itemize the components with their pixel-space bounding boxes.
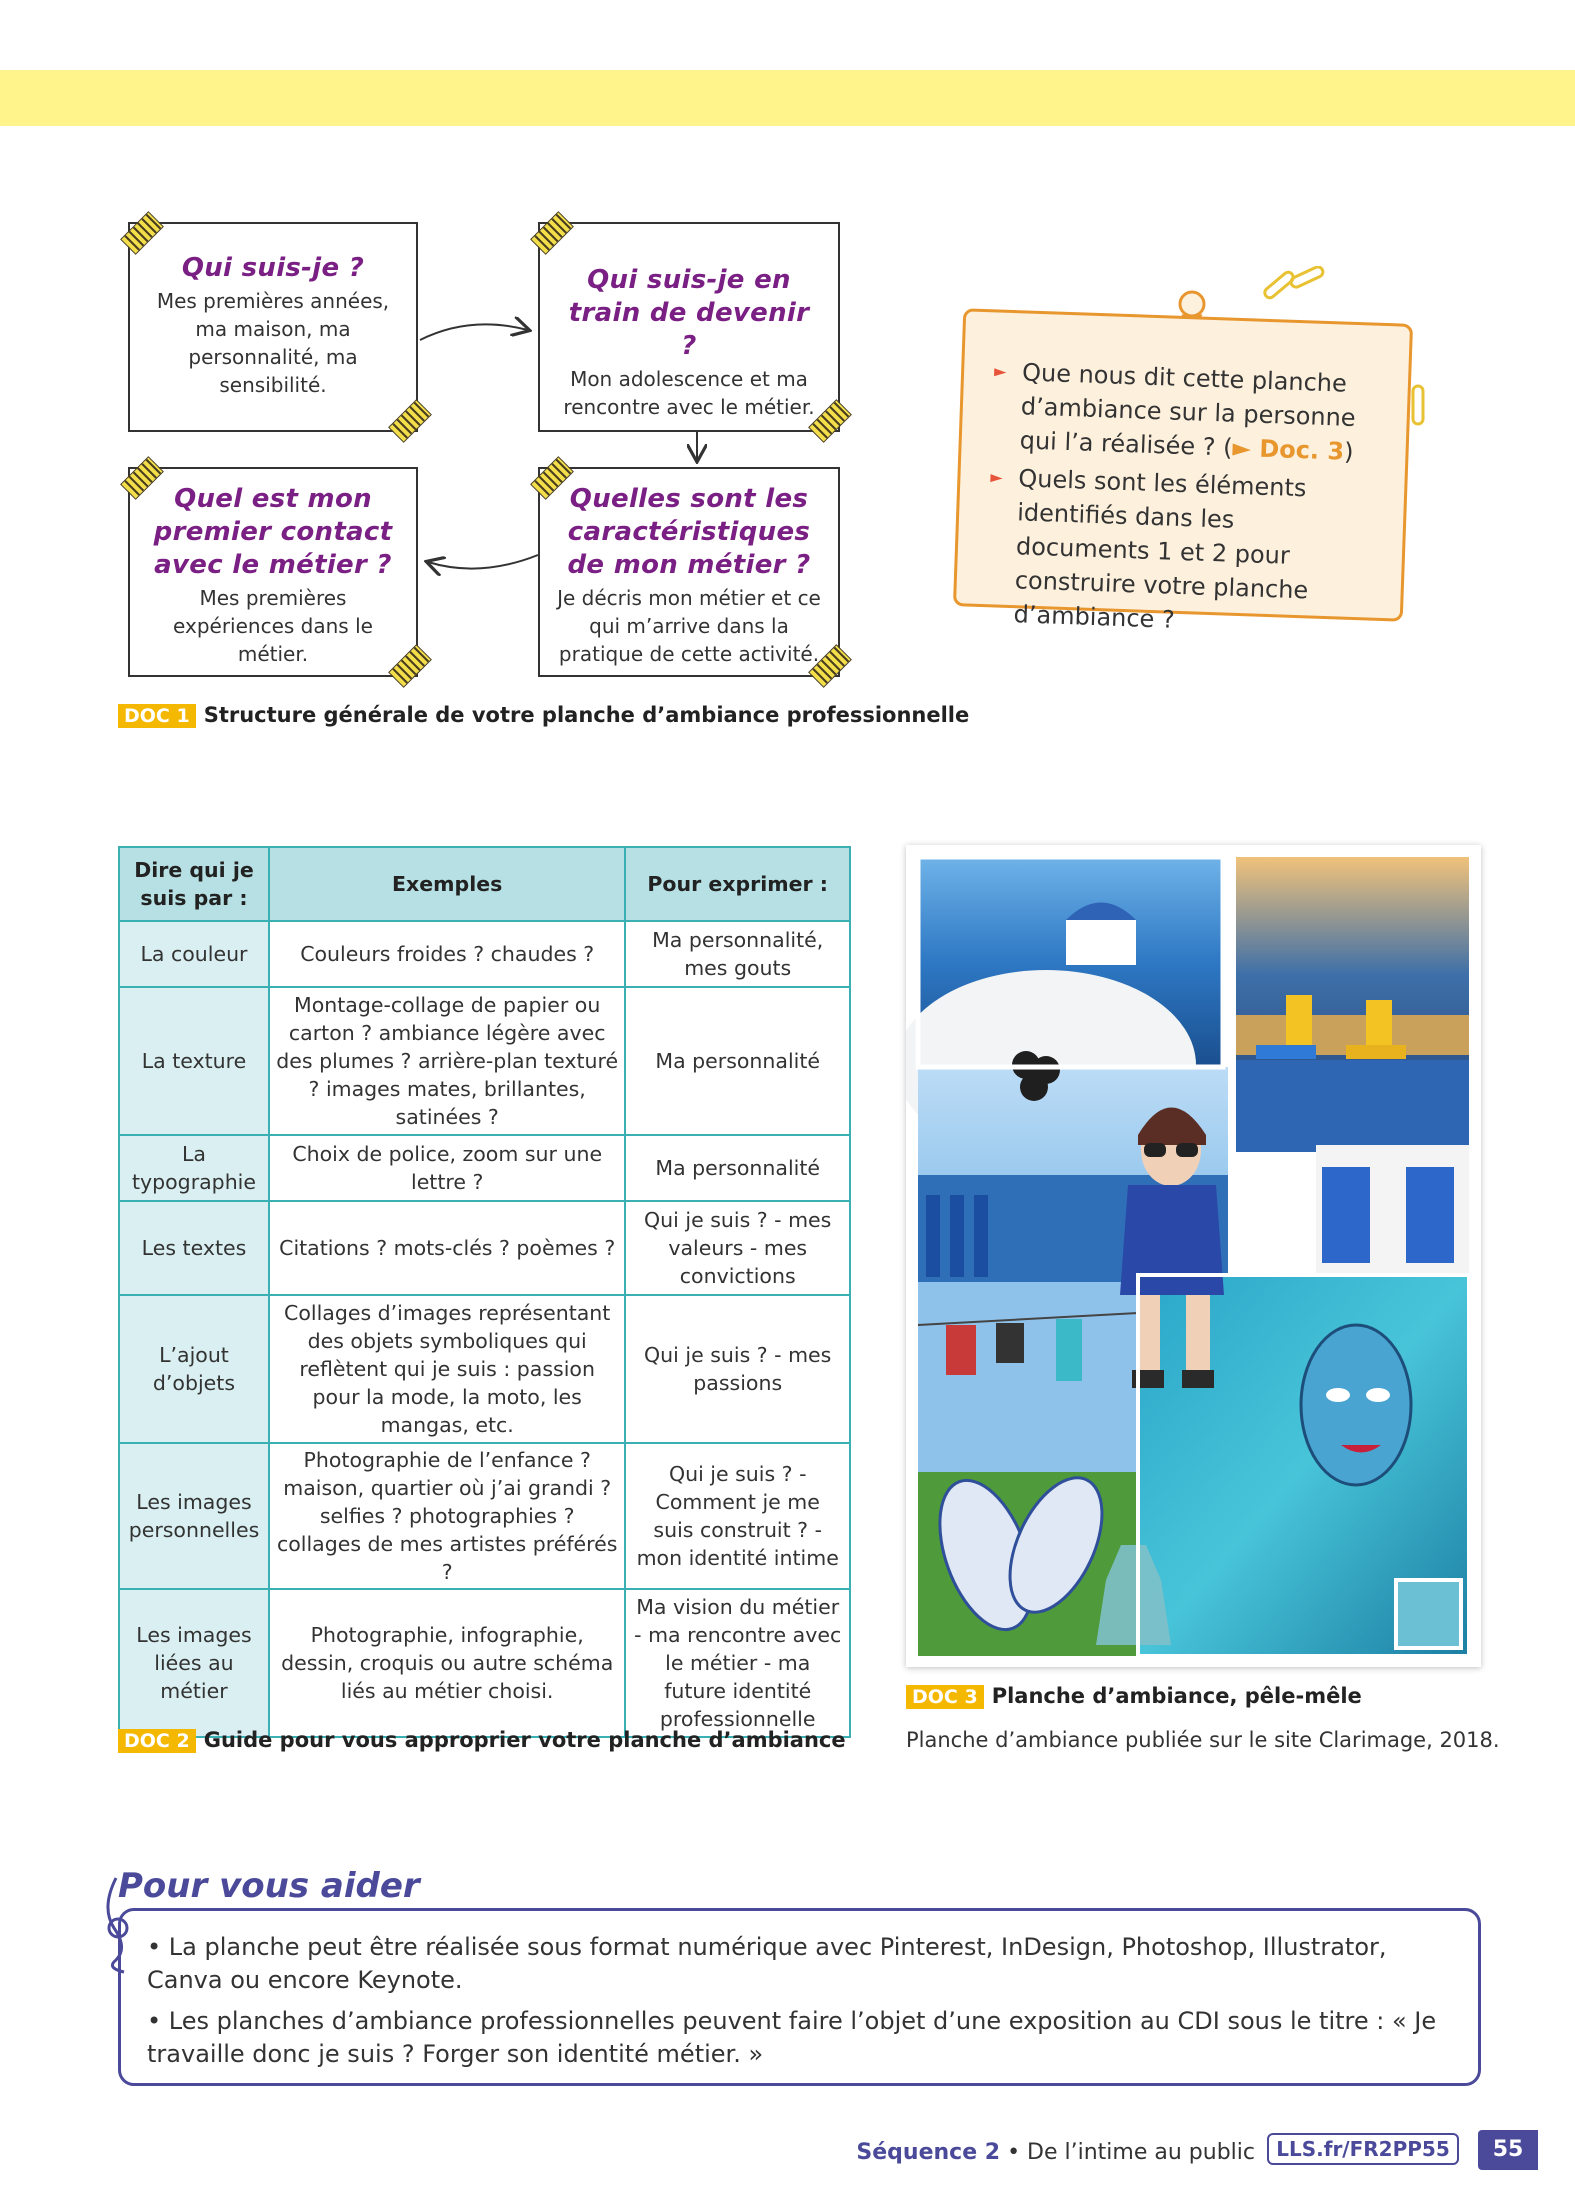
question-1	[991, 354, 1380, 469]
paperclip-icon	[1258, 266, 1338, 316]
table-cell: Photographie, infographie, dessin, croquis ou autre schéma liés au métier choisi.	[269, 1589, 625, 1737]
table-cell: Citations ? mots-clés ? poèmes ?	[269, 1201, 625, 1295]
table-cell: Montage-collage de papier ou carton ? ambiance légère avec des plumes ? arrière-plan texturé ? images mates, brillantes, satinées ?	[269, 987, 625, 1135]
doc3-source: Planche d’ambiance publiée sur le site Clarimage, 2018.	[906, 1728, 1500, 1752]
table-row	[119, 987, 850, 1135]
table-row	[119, 1443, 850, 1589]
table-cell: La typographie	[119, 1135, 269, 1201]
paperclip-icon	[1408, 383, 1432, 429]
footer-sequence-label: Séquence 2	[856, 2140, 1001, 2165]
doc3-reference-text: Doc. 3	[1258, 434, 1345, 466]
table-cell: Les textes	[119, 1201, 269, 1295]
flow-box-title: Quel est mon premier contact avec le métier ?	[153, 484, 393, 580]
footer-sequence	[856, 2140, 1255, 2165]
flow-box-title: Qui suis-je ?	[181, 253, 365, 283]
table-cell: La couleur	[119, 921, 269, 987]
table-cell: Ma vision du métier - ma rencontre avec le métier - ma future identité professionnelle	[625, 1589, 850, 1737]
bullet-arrow-icon: ►	[993, 361, 1007, 381]
table-cell: La texture	[119, 987, 269, 1135]
table-cell: Photographie de l’enfance ? maison, quartier où j’ai grandi ? selfies ? photographies ? collages de mes artistes préférés ?	[269, 1443, 625, 1589]
doc3-badge: DOC 3	[906, 1685, 984, 1709]
table-header: Pour exprimer :	[625, 847, 850, 921]
question-2	[985, 460, 1377, 643]
help-box	[118, 1908, 1481, 2086]
table-header-row	[119, 847, 850, 921]
bullet-arrow-icon: ►	[990, 467, 1004, 487]
table-cell: Les images liées au métier	[119, 1589, 269, 1737]
table-header: Exemples	[269, 847, 625, 921]
questions-note	[953, 308, 1413, 634]
table-row	[119, 921, 850, 987]
table-cell: Ma personnalité	[625, 987, 850, 1135]
table-row	[119, 1135, 850, 1201]
doc2-guide-table	[118, 846, 851, 1738]
table-cell: Qui je suis ? - Comment je me suis construit ? - mon identité intime	[625, 1443, 850, 1589]
question-1-end: )	[1343, 437, 1354, 466]
help-item: • La planche peut être réalisée sous format numérique avec Pinterest, InDesign, Photoshop, Illustrator, Canva ou encore Keynote.	[147, 1933, 1387, 1994]
doc2-caption-text: Guide pour vous approprier votre planche d’ambiance	[203, 1728, 846, 1752]
footer-subtitle: De l’intime au public	[1027, 2140, 1255, 2165]
flow-box-characteristics	[538, 467, 840, 677]
flow-box-first-contact	[128, 467, 418, 677]
footer-link[interactable]: LLS.fr/FR2PP55	[1267, 2133, 1459, 2165]
page-number: 55	[1478, 2130, 1538, 2170]
table-cell: Couleurs froides ? chaudes ?	[269, 921, 625, 987]
table-row	[119, 1589, 850, 1737]
flow-box-title: Qui suis-je en train de devenir ?	[568, 265, 810, 361]
table-row	[119, 1295, 850, 1443]
table-cell: Collages d’images représentant des objets symboliques qui reflètent qui je suis : passion pour la mode, la moto, les mangas, etc.	[269, 1295, 625, 1443]
mood-board-image	[906, 845, 1481, 1667]
flow-box-text: Je décris mon métier et ce qui m’arrive dans la pratique de cette activité.	[557, 586, 821, 666]
doc3-caption-text: Planche d’ambiance, pêle-mêle	[991, 1684, 1362, 1708]
table-cell: Qui je suis ? - mes passions	[625, 1295, 850, 1443]
doc3-reference: ► Doc. 3	[1232, 433, 1345, 466]
table-header: Dire qui je suis par :	[119, 847, 269, 921]
table-cell: L’ajout d’objets	[119, 1295, 269, 1443]
table-cell: Les images personnelles	[119, 1443, 269, 1589]
doc1-caption-text: Structure générale de votre planche d’ambiance professionnelle	[203, 703, 970, 727]
doc1-caption	[118, 703, 969, 728]
arrow-1-to-2	[420, 324, 528, 340]
table-cell: Ma personnalité	[625, 1135, 850, 1201]
help-title: Pour vous aider	[118, 1866, 420, 1906]
doc1-badge: DOC 1	[118, 704, 196, 728]
table-cell: Choix de police, zoom sur une lettre ?	[269, 1135, 625, 1201]
flow-box-title: Quelles sont les caractéristiques de mon métier ?	[567, 484, 811, 580]
collage-picture	[906, 845, 1481, 1667]
flow-box-text: Mon adolescence et ma rencontre avec le métier.	[563, 367, 815, 419]
table-row	[119, 1201, 850, 1295]
question-1-text: Que nous dit cette planche d’ambiance sur la personne qui l’a réalisée ? (	[1019, 358, 1357, 462]
arrow-4-to-3	[428, 555, 538, 569]
doc2-badge: DOC 2	[118, 1729, 196, 1753]
flow-box-text: Mes premières expériences dans le métier.	[173, 586, 373, 666]
help-item: • Les planches d’ambiance professionnelles peuvent faire l’objet d’une exposition au CDI sous le titre : « Je travaille donc je suis ? Forger son identité métier. »	[147, 2007, 1437, 2068]
doc3-caption	[906, 1684, 1362, 1709]
flow-box-becoming	[538, 222, 840, 432]
footer-bullet: •	[1000, 2140, 1028, 2165]
doc2-caption	[118, 1728, 846, 1753]
table-cell: Qui je suis ? - mes valeurs - mes convictions	[625, 1201, 850, 1295]
question-2-text: Quels sont les éléments identifiés dans les documents 1 et 2 pour construire votre planche d’ambiance ?	[1013, 464, 1309, 634]
flow-box-text: Mes premières années, ma maison, ma personnalité, ma sensibilité.	[156, 289, 390, 397]
flow-box-who-am-i	[128, 222, 418, 432]
table-cell: Ma personnalité, mes gouts	[625, 921, 850, 987]
